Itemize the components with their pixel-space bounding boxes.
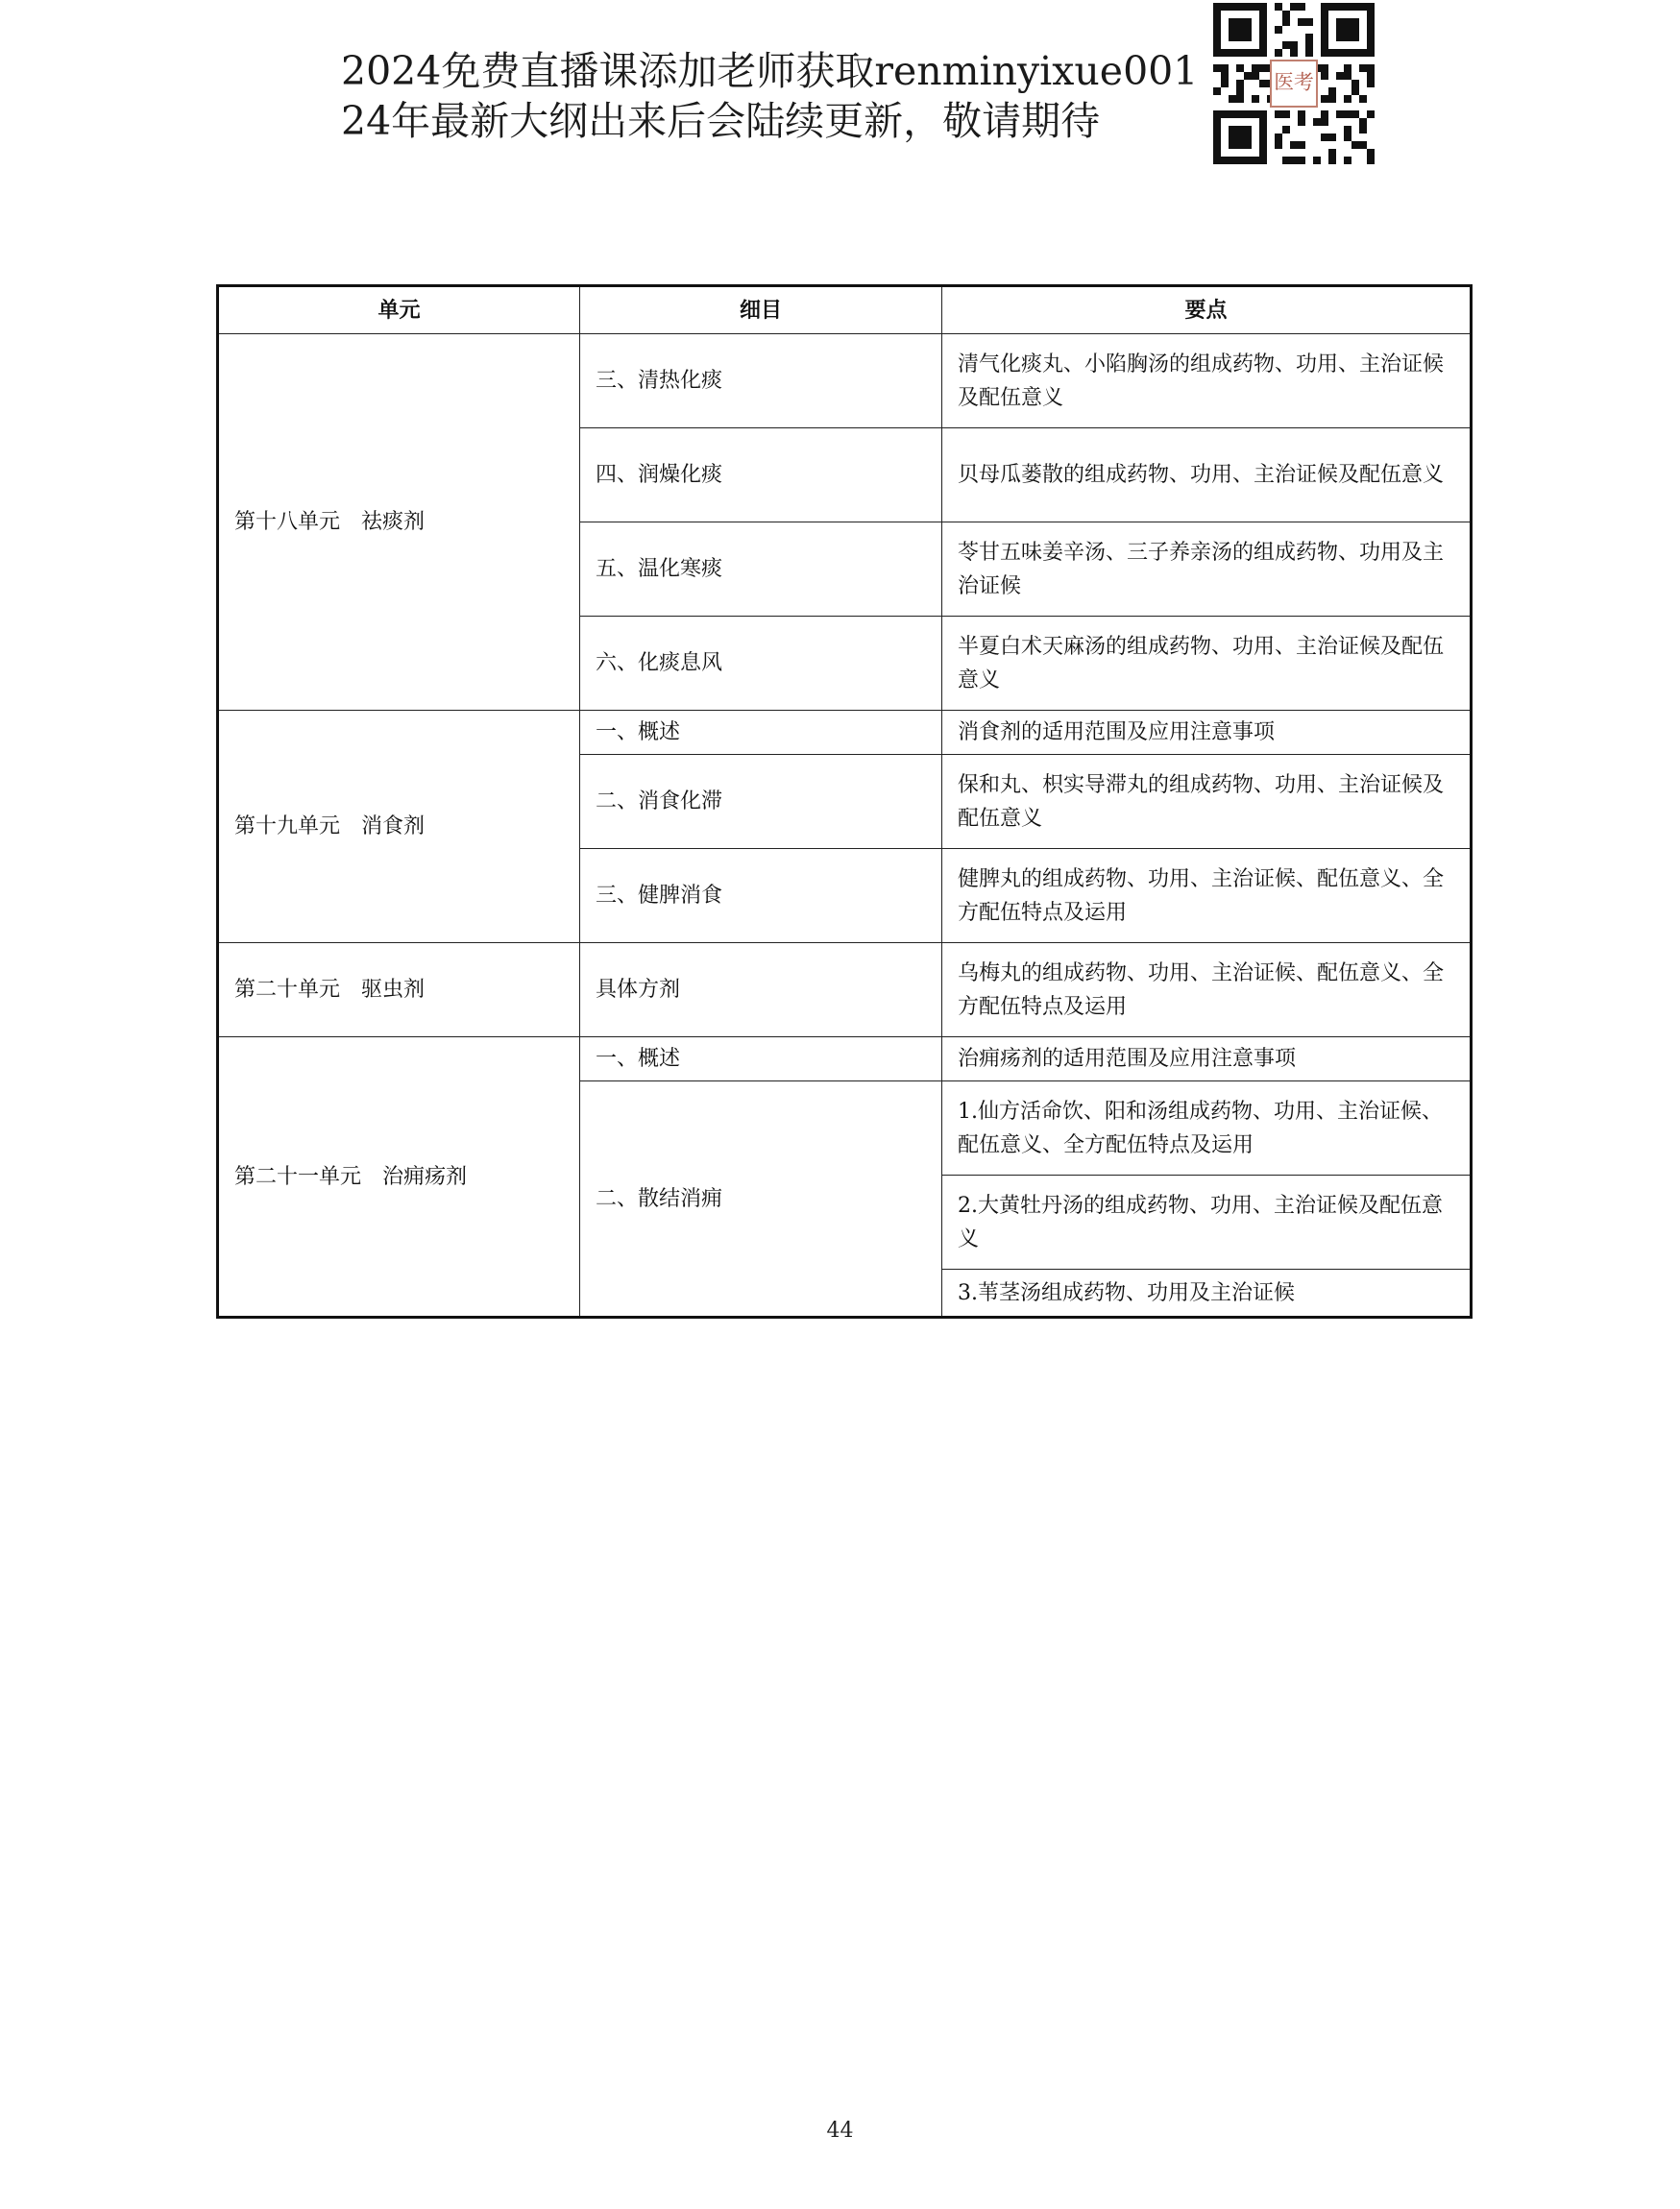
item-cell: 三、健脾消食 bbox=[580, 849, 942, 943]
points-cell: 1.仙方活命饮、阳和汤组成药物、功用、主治证候、配伍意义、全方配伍特点及运用 bbox=[942, 1081, 1472, 1176]
item-cell: 五、温化寒痰 bbox=[580, 522, 942, 617]
points-cell: 保和丸、枳实导滞丸的组成药物、功用、主治证候及配伍意义 bbox=[942, 755, 1472, 849]
points-cell: 半夏白术天麻汤的组成药物、功用、主治证候及配伍意义 bbox=[942, 617, 1472, 711]
header-unit: 单元 bbox=[218, 286, 580, 334]
qr-code-image bbox=[1213, 3, 1375, 164]
item-cell: 一、概述 bbox=[580, 1037, 942, 1081]
table-row bbox=[218, 711, 1472, 755]
qr-logo-text: 医考 bbox=[1274, 70, 1314, 94]
points-cell: 健脾丸的组成药物、功用、主治证候、配伍意义、全方配伍特点及运用 bbox=[942, 849, 1472, 943]
syllabus-table bbox=[216, 284, 1473, 1319]
item-cell: 具体方剂 bbox=[580, 943, 942, 1037]
watermark-line-1: 2024免费直播课添加老师获取renminyixue001 bbox=[341, 48, 1199, 94]
item-cell: 一、概述 bbox=[580, 711, 942, 755]
unit-cell: 第二十一单元 治痈疡剂 bbox=[218, 1037, 580, 1318]
watermark-text bbox=[341, 46, 1205, 146]
points-cell: 3.苇茎汤组成药物、功用及主治证候 bbox=[942, 1270, 1472, 1318]
watermark-line-2: 24年最新大纲出来后会陆续更新，敬请期待 bbox=[341, 98, 1101, 144]
points-cell: 消食剂的适用范围及应用注意事项 bbox=[942, 711, 1472, 755]
item-cell: 二、散结消痈 bbox=[580, 1081, 942, 1318]
table-header-row bbox=[218, 286, 1472, 334]
header-points: 要点 bbox=[942, 286, 1472, 334]
item-cell: 三、清热化痰 bbox=[580, 334, 942, 428]
unit-cell: 第十八单元 祛痰剂 bbox=[218, 334, 580, 711]
unit-cell: 第十九单元 消食剂 bbox=[218, 711, 580, 943]
item-cell: 二、消食化滞 bbox=[580, 755, 942, 849]
header-item: 细目 bbox=[580, 286, 942, 334]
item-cell: 四、润燥化痰 bbox=[580, 428, 942, 522]
table-row bbox=[218, 1037, 1472, 1081]
item-cell: 六、化痰息风 bbox=[580, 617, 942, 711]
points-cell: 2.大黄牡丹汤的组成药物、功用、主治证候及配伍意义 bbox=[942, 1176, 1472, 1270]
unit-cell: 第二十单元 驱虫剂 bbox=[218, 943, 580, 1037]
points-cell: 乌梅丸的组成药物、功用、主治证候、配伍意义、全方配伍特点及运用 bbox=[942, 943, 1472, 1037]
points-cell: 治痈疡剂的适用范围及应用注意事项 bbox=[942, 1037, 1472, 1081]
table-row bbox=[218, 334, 1472, 428]
points-cell: 贝母瓜蒌散的组成药物、功用、主治证候及配伍意义 bbox=[942, 428, 1472, 522]
points-cell: 苓甘五味姜辛汤、三子养亲汤的组成药物、功用及主治证候 bbox=[942, 522, 1472, 617]
table-row bbox=[218, 943, 1472, 1037]
page-number: 44 bbox=[826, 2119, 854, 2143]
points-cell: 清气化痰丸、小陷胸汤的组成药物、功用、主治证候及配伍意义 bbox=[942, 334, 1472, 428]
